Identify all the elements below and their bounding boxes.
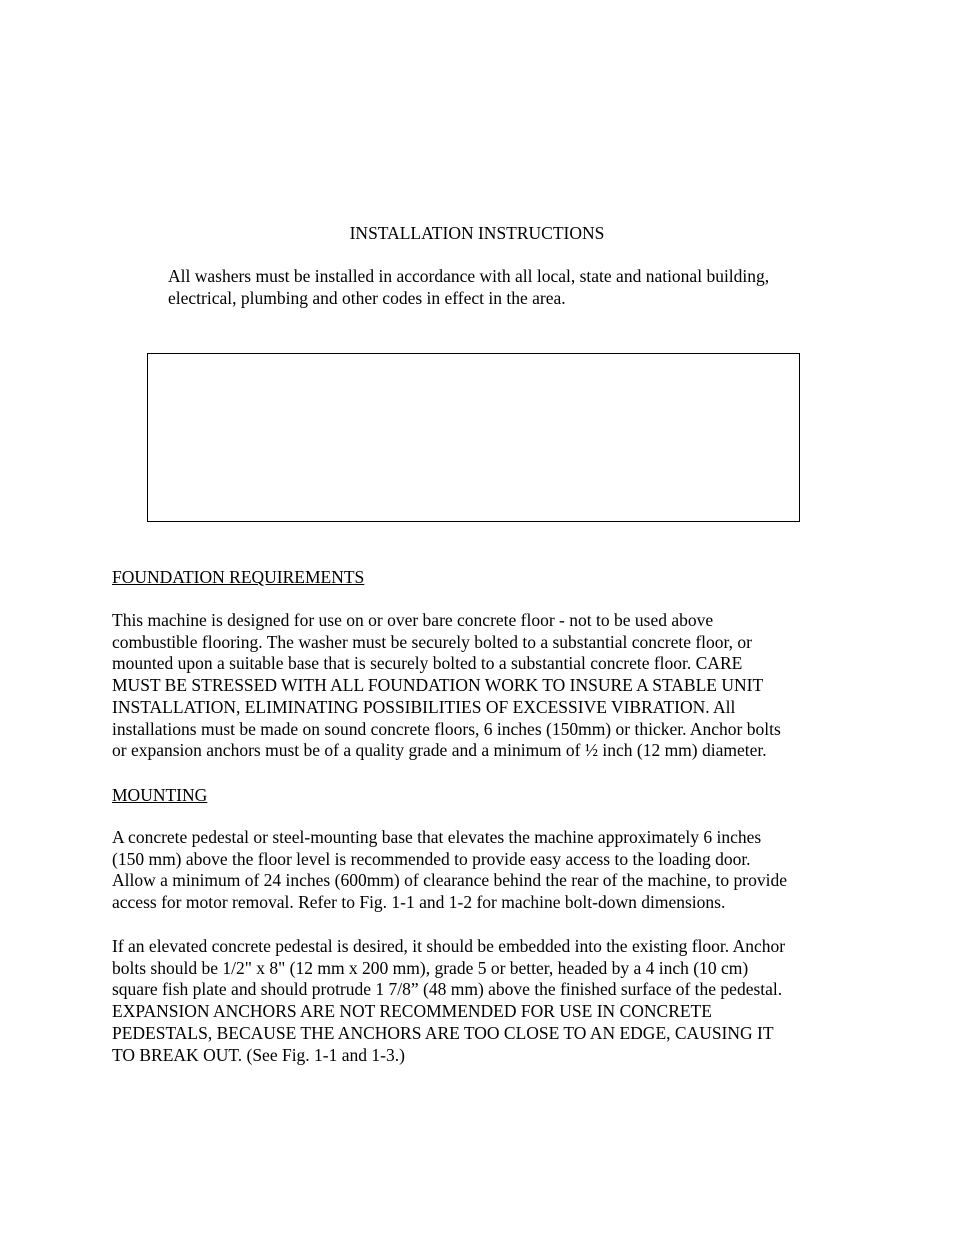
mounting-heading: MOUNTING xyxy=(112,785,208,805)
paragraph-line: combustible flooring. The washer must be securely bolted to a substantial concrete floor, or xyxy=(112,631,752,652)
paragraph-line: square fish plate and should protrude 1 7/8” (48 mm) above the finished surface of the pedestal. xyxy=(112,979,783,1000)
paragraph-line: TO BREAK OUT. (See Fig. 1-1 and 1-3.) xyxy=(112,1044,405,1065)
foundation-paragraph xyxy=(112,610,852,762)
paragraph-line: Allow a minimum of 24 inches (600mm) of clearance behind the rear of the machine, to provide xyxy=(112,870,787,891)
paragraph-line: mounted upon a suitable base that is securely bolted to a substantial concrete floor. CARE xyxy=(112,653,743,674)
mounting-paragraph-1 xyxy=(112,827,852,914)
foundation-heading: FOUNDATION REQUIREMENTS xyxy=(112,567,365,587)
intro-line: electrical, plumbing and other codes in effect in the area. xyxy=(168,288,566,308)
intro-paragraph xyxy=(168,265,848,309)
paragraph-line: bolts should be 1/2" x 8" (12 mm x 200 mm), grade 5 or better, headed by a 4 inch (10 cm) xyxy=(112,957,749,978)
paragraph-line: installations must be made on sound concrete floors, 6 inches (150mm) or thicker. Anchor bolts xyxy=(112,718,781,739)
paragraph-line: A concrete pedestal or steel-mounting base that elevates the machine approximately 6 inches xyxy=(112,827,762,847)
paragraph-line: This machine is designed for use on or over bare concrete floor - not to be used above xyxy=(112,610,714,630)
intro-line: All washers must be installed in accordance with all local, state and national building, xyxy=(168,266,770,286)
paragraph-line: PEDESTALS, BECAUSE THE ANCHORS ARE TOO CLOSE TO AN EDGE, CAUSING IT xyxy=(112,1022,774,1043)
mounting-paragraph-2 xyxy=(112,936,852,1066)
paragraph-line: access for motor removal. Refer to Fig. 1-1 and 1-2 for machine bolt-down dimensions. xyxy=(112,892,726,913)
page-title: INSTALLATION INSTRUCTIONS xyxy=(349,223,605,243)
paragraph-line: MUST BE STRESSED WITH ALL FOUNDATION WORK TO INSURE A STABLE UNIT xyxy=(112,675,764,696)
paragraph-line: INSTALLATION, ELIMINATING POSSIBILITIES OF EXCESSIVE VIBRATION. All xyxy=(112,696,736,717)
paragraph-line: (150 mm) above the floor level is recommended to provide easy access to the loading door. xyxy=(112,848,751,869)
paragraph-line: or expansion anchors must be of a quality grade and a minimum of ½ inch (12 mm) diameter. xyxy=(112,740,767,761)
paragraph-line: EXPANSION ANCHORS ARE NOT RECOMMENDED FOR USE IN CONCRETE xyxy=(112,1001,712,1022)
empty-bordered-box xyxy=(147,353,800,522)
paragraph-line: If an elevated concrete pedestal is desired, it should be embedded into the existing floor. Anchor xyxy=(112,936,786,956)
